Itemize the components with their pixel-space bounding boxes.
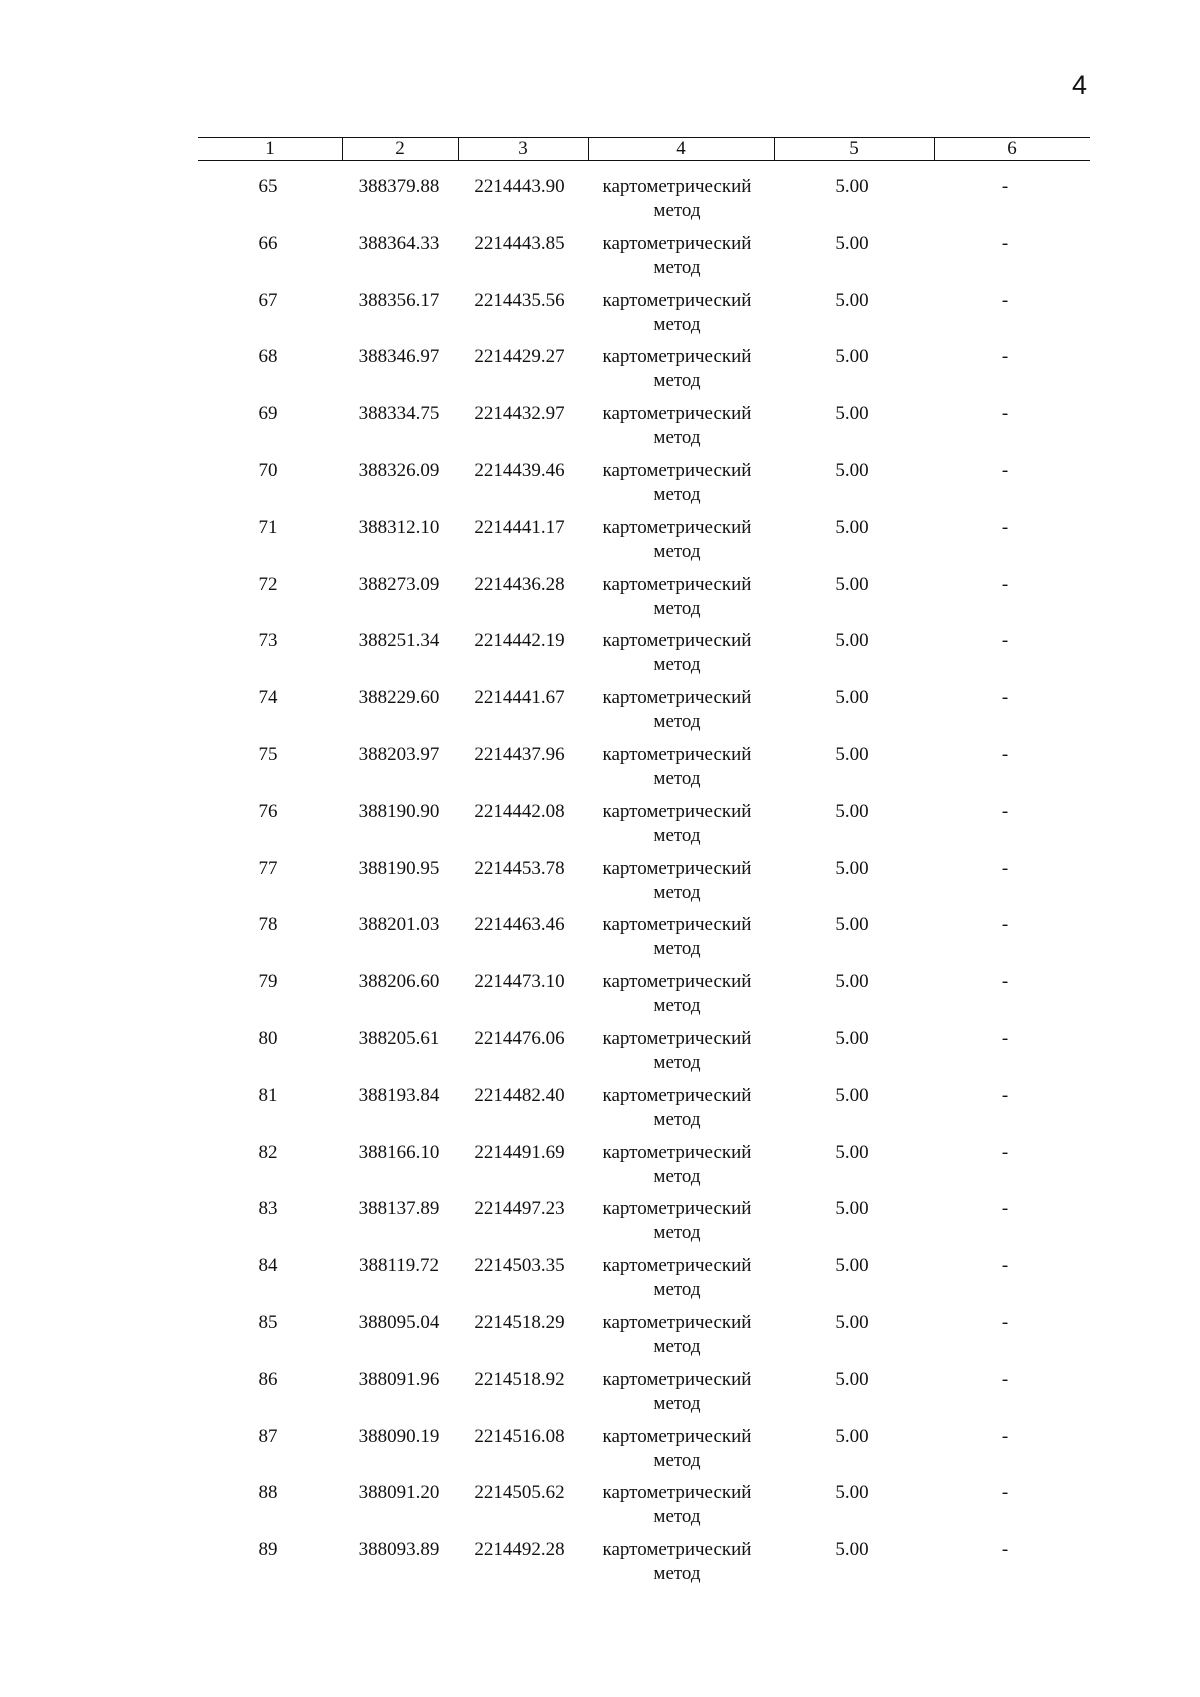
row-number: 81 [258, 1084, 278, 1106]
method-line-1: картометрический [602, 460, 752, 481]
coordinate-x: 388229.60 [358, 687, 440, 709]
method-line-2: метод [653, 1222, 701, 1244]
col6-value: - [1001, 630, 1009, 652]
accuracy-value: 5.00 [835, 800, 869, 822]
table-row [0, 289, 1200, 345]
row-number: 74 [258, 687, 278, 709]
method-line-2: метод [653, 881, 701, 903]
table-row [0, 686, 1200, 742]
coordinate-y: 2214463.46 [474, 914, 565, 936]
accuracy-value: 5.00 [835, 744, 869, 765]
method-line-2: метод [653, 597, 701, 619]
method-line-2: метод [653, 1392, 701, 1414]
row-number: 76 [258, 800, 278, 822]
method-line-1: картометрический [602, 573, 752, 595]
coordinate-x: 388095.04 [358, 1312, 440, 1333]
coordinate-y: 2214443.85 [474, 232, 565, 254]
coordinate-x: 388206.60 [358, 971, 440, 993]
table-row [0, 1481, 1200, 1537]
accuracy-value: 5.00 [835, 857, 869, 879]
coordinate-x: 388166.10 [358, 1141, 440, 1163]
col6-value: - [1001, 346, 1009, 368]
table-row [0, 1027, 1200, 1083]
header-col-4: 4 [676, 138, 686, 159]
method-line-2: метод [653, 1563, 701, 1585]
accuracy-value: 5.00 [835, 1255, 869, 1277]
coordinate-x: 388379.88 [358, 176, 440, 197]
col6-value: - [1001, 1198, 1009, 1220]
method-line-2: метод [653, 1108, 701, 1130]
method-line-1: картометрический [602, 1368, 752, 1390]
coordinate-x: 388190.95 [358, 857, 440, 879]
accuracy-value: 5.00 [835, 1482, 869, 1504]
accuracy-value: 5.00 [835, 914, 869, 936]
method-line-2: метод [653, 824, 701, 846]
table-row [0, 1425, 1200, 1481]
method-line-1: картометрический [602, 971, 752, 993]
method-line-1: картометрический [602, 176, 752, 197]
row-number: 69 [258, 403, 278, 425]
coordinate-y: 2214516.08 [474, 1425, 565, 1447]
accuracy-value: 5.00 [835, 971, 869, 993]
method-line-2: метод [653, 200, 701, 221]
accuracy-value: 5.00 [835, 516, 869, 538]
method-line-2: метод [653, 370, 701, 392]
row-number: 75 [258, 744, 278, 765]
table-row [0, 1368, 1200, 1424]
table-row [0, 232, 1200, 288]
table-row [0, 1141, 1200, 1197]
method-line-2: метод [653, 1052, 701, 1073]
header-col-6: 6 [1007, 138, 1017, 159]
row-number: 68 [258, 346, 278, 368]
table-row [0, 459, 1200, 515]
table-row [0, 1254, 1200, 1310]
coordinate-y: 2214482.40 [474, 1084, 565, 1106]
table-row [0, 1311, 1200, 1367]
coordinate-x: 388312.10 [358, 516, 440, 538]
row-number: 71 [258, 516, 278, 538]
table-row [0, 743, 1200, 799]
row-number: 84 [258, 1255, 278, 1277]
col6-value: - [1001, 460, 1009, 481]
method-line-2: метод [653, 768, 701, 789]
accuracy-value: 5.00 [835, 346, 869, 368]
method-line-2: метод [653, 938, 701, 960]
coordinate-x: 388205.61 [358, 1028, 440, 1049]
method-line-1: картометрический [602, 1198, 752, 1220]
method-line-1: картометрический [602, 1539, 752, 1561]
row-number: 83 [258, 1198, 278, 1220]
method-line-1: картометрический [602, 800, 752, 822]
method-line-1: картометрический [602, 1255, 752, 1277]
method-line-2: метод [653, 1165, 701, 1187]
method-line-1: картометрический [602, 232, 752, 254]
col6-value: - [1001, 1028, 1009, 1049]
coordinate-x: 388273.09 [358, 573, 440, 595]
col6-value: - [1001, 289, 1009, 311]
row-number: 89 [258, 1539, 278, 1561]
accuracy-value: 5.00 [835, 1084, 869, 1106]
col6-value: - [1001, 914, 1009, 936]
header-col-3: 3 [518, 138, 528, 159]
row-number: 88 [258, 1482, 278, 1504]
coordinate-x: 388201.03 [358, 914, 440, 936]
coordinate-x: 388190.90 [358, 800, 440, 822]
method-line-1: картометрический [602, 1141, 752, 1163]
coordinate-x: 388093.89 [358, 1539, 440, 1561]
coordinate-y: 2214518.29 [474, 1312, 565, 1333]
coordinate-x: 388119.72 [358, 1255, 440, 1277]
header-col-5: 5 [849, 138, 859, 159]
accuracy-value: 5.00 [835, 460, 869, 481]
col6-value: - [1001, 1312, 1009, 1333]
table-row [0, 913, 1200, 969]
row-number: 66 [258, 232, 278, 254]
page-number: 4 [1072, 70, 1088, 100]
table-row [0, 1084, 1200, 1140]
coordinate-y: 2214442.08 [474, 800, 565, 822]
method-line-2: метод [653, 1449, 701, 1471]
method-line-1: картометрический [602, 289, 752, 311]
method-line-1: картометрический [602, 630, 752, 652]
col6-value: - [1001, 232, 1009, 254]
coordinate-x: 388334.75 [358, 403, 440, 425]
table-row [0, 345, 1200, 401]
coordinate-y: 2214441.17 [474, 516, 565, 538]
coordinate-y: 2214476.06 [474, 1028, 565, 1049]
method-line-1: картометрический [602, 914, 752, 936]
coordinate-x: 388193.84 [358, 1084, 440, 1106]
method-line-1: картометрический [602, 744, 752, 765]
table-row [0, 629, 1200, 685]
coordinate-x: 388326.09 [358, 460, 440, 481]
table-row [0, 573, 1200, 629]
method-line-1: картометрический [602, 1312, 752, 1333]
col6-value: - [1001, 1084, 1009, 1106]
coordinate-y: 2214503.35 [474, 1255, 565, 1277]
method-line-1: картометрический [602, 1028, 752, 1049]
accuracy-value: 5.00 [835, 1312, 869, 1333]
coordinate-y: 2214441.67 [474, 687, 565, 709]
coordinate-y: 2214505.62 [474, 1482, 565, 1504]
accuracy-value: 5.00 [835, 1539, 869, 1561]
method-line-2: метод [653, 1336, 701, 1357]
coordinate-x: 388364.33 [358, 232, 440, 254]
coordinate-y: 2214492.28 [474, 1539, 565, 1561]
method-line-1: картометрический [602, 1482, 752, 1504]
coordinate-y: 2214473.10 [474, 971, 565, 993]
col6-value: - [1001, 744, 1009, 765]
method-line-2: метод [653, 427, 701, 449]
coordinate-y: 2214453.78 [474, 857, 565, 879]
accuracy-value: 5.00 [835, 687, 869, 709]
table-row [0, 970, 1200, 1026]
col6-value: - [1001, 1255, 1009, 1277]
coordinate-y: 2214442.19 [474, 630, 565, 652]
coordinate-x: 388137.89 [358, 1198, 440, 1220]
method-line-1: картометрический [602, 403, 752, 425]
coordinate-y: 2214443.90 [474, 176, 565, 197]
table-row [0, 516, 1200, 572]
method-line-1: картометрический [602, 516, 752, 538]
header-col-2: 2 [395, 138, 405, 159]
col6-value: - [1001, 1141, 1009, 1163]
method-line-1: картометрический [602, 857, 752, 879]
table-row [0, 1197, 1200, 1253]
accuracy-value: 5.00 [835, 1425, 869, 1447]
coordinate-x: 388251.34 [358, 630, 440, 652]
coordinate-y: 2214436.28 [474, 573, 565, 595]
accuracy-value: 5.00 [835, 176, 869, 197]
row-number: 65 [258, 176, 278, 197]
coordinate-y: 2214439.46 [474, 460, 565, 481]
table-header [198, 137, 1090, 161]
row-number: 87 [258, 1425, 278, 1447]
row-number: 77 [258, 857, 278, 879]
accuracy-value: 5.00 [835, 630, 869, 652]
method-line-1: картометрический [602, 1425, 752, 1447]
row-number: 85 [258, 1312, 278, 1333]
accuracy-value: 5.00 [835, 1198, 869, 1220]
accuracy-value: 5.00 [835, 1028, 869, 1049]
method-line-2: метод [653, 711, 701, 733]
row-number: 67 [258, 289, 278, 311]
method-line-1: картометрический [602, 1084, 752, 1106]
row-number: 82 [258, 1141, 278, 1163]
method-line-2: метод [653, 1279, 701, 1301]
col6-value: - [1001, 1482, 1009, 1504]
row-number: 73 [258, 630, 278, 652]
coordinate-x: 388090.19 [358, 1425, 440, 1447]
coordinate-y: 2214437.96 [474, 744, 565, 765]
table-row [0, 857, 1200, 913]
table-row [0, 402, 1200, 458]
col6-value: - [1001, 687, 1009, 709]
col6-value: - [1001, 971, 1009, 993]
method-line-2: метод [653, 995, 701, 1017]
coordinate-x: 388091.20 [358, 1482, 440, 1504]
coordinate-y: 2214435.56 [474, 289, 565, 311]
table-row [0, 1538, 1200, 1594]
row-number: 80 [258, 1028, 278, 1049]
method-line-1: картометрический [602, 687, 752, 709]
col6-value: - [1001, 1425, 1009, 1447]
method-line-2: метод [653, 654, 701, 676]
accuracy-value: 5.00 [835, 403, 869, 425]
col6-value: - [1001, 857, 1009, 879]
col6-value: - [1001, 176, 1009, 197]
row-number: 78 [258, 914, 278, 936]
accuracy-value: 5.00 [835, 1141, 869, 1163]
method-line-2: метод [653, 256, 701, 278]
method-line-1: картометрический [602, 346, 752, 368]
row-number: 86 [258, 1368, 278, 1390]
coordinate-x: 388356.17 [358, 289, 440, 311]
row-number: 79 [258, 971, 278, 993]
method-line-2: метод [653, 313, 701, 335]
col6-value: - [1001, 1539, 1009, 1561]
col6-value: - [1001, 516, 1009, 538]
coordinate-x: 388091.96 [358, 1368, 440, 1390]
col6-value: - [1001, 403, 1009, 425]
accuracy-value: 5.00 [835, 289, 869, 311]
col6-value: - [1001, 573, 1009, 595]
coordinate-x: 388203.97 [358, 744, 440, 765]
coordinate-y: 2214429.27 [474, 346, 565, 368]
coordinate-y: 2214497.23 [474, 1198, 565, 1220]
header-col-1: 1 [265, 138, 275, 159]
coordinate-y: 2214518.92 [474, 1368, 565, 1390]
method-line-2: метод [653, 1506, 701, 1528]
method-line-2: метод [653, 540, 701, 562]
coordinate-y: 2214491.69 [474, 1141, 565, 1163]
row-number: 72 [258, 573, 278, 595]
table-row [0, 175, 1200, 231]
col6-value: - [1001, 800, 1009, 822]
accuracy-value: 5.00 [835, 573, 869, 595]
table-row [0, 800, 1200, 856]
col6-value: - [1001, 1368, 1009, 1390]
row-number: 70 [258, 460, 278, 481]
coordinate-y: 2214432.97 [474, 403, 565, 425]
method-line-2: метод [653, 484, 701, 505]
accuracy-value: 5.00 [835, 232, 869, 254]
accuracy-value: 5.00 [835, 1368, 869, 1390]
coordinate-x: 388346.97 [358, 346, 440, 368]
